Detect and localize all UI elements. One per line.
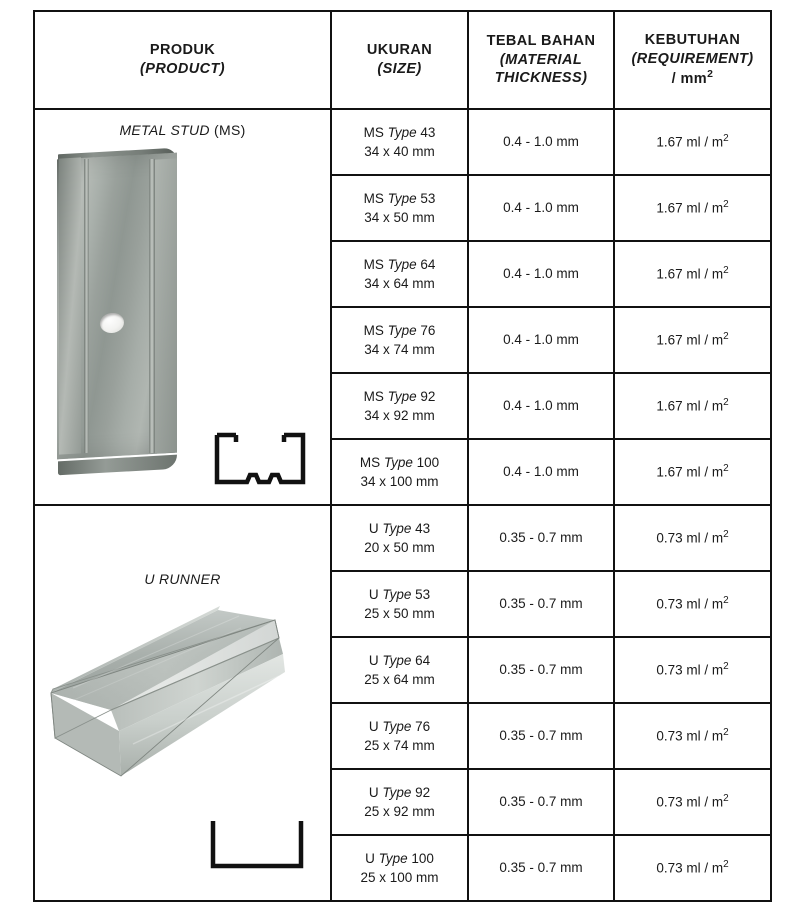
size-dimensions: 34 x 64 mm (364, 276, 435, 291)
column-header-produk (34, 11, 331, 109)
column-header-ukuran (331, 11, 468, 109)
size-cell (331, 637, 468, 703)
requirement-superscript: 2 (723, 331, 729, 343)
requirement-value: 0.73 ml / m (656, 662, 724, 678)
size-number: 43 (416, 124, 436, 140)
table-row (34, 505, 771, 571)
size-number: 92 (411, 784, 431, 800)
size-cell (331, 703, 468, 769)
size-cell (331, 769, 468, 835)
requirement-value: 0.73 ml / m (656, 530, 724, 546)
requirement-superscript: 2 (723, 463, 729, 475)
metal-stud-photo (57, 156, 191, 466)
size-line-1 (332, 519, 467, 538)
table-row (34, 109, 771, 175)
u-cross-section-diagram (207, 818, 307, 870)
size-type-word: Type (387, 124, 417, 140)
size-number: 53 (416, 190, 436, 206)
size-type-word: Type (387, 322, 417, 338)
size-cell (331, 505, 468, 571)
requirement-superscript: 2 (723, 727, 729, 739)
requirement-superscript: 2 (723, 133, 729, 145)
requirement-value: 1.67 ml / m (656, 398, 724, 414)
stud-groove-left (84, 159, 89, 453)
thickness-cell: 0.35 - 0.7 mm (468, 505, 614, 571)
thickness-cell: 0.35 - 0.7 mm (468, 835, 614, 901)
size-dimensions: 34 x 50 mm (364, 210, 435, 225)
size-cell (331, 241, 468, 307)
product-label-italic: U RUNNER (144, 571, 221, 587)
header-unit-superscript: 2 (707, 69, 714, 81)
requirement-value: 0.73 ml / m (656, 860, 724, 876)
size-dimensions: 25 x 64 mm (364, 672, 435, 687)
size-number: 43 (411, 520, 431, 536)
requirement-cell (614, 373, 771, 439)
thickness-cell: 0.4 - 1.0 mm (468, 373, 614, 439)
product-spec-table (33, 10, 772, 902)
size-type-word: Type (387, 190, 417, 206)
requirement-superscript: 2 (723, 265, 729, 277)
header-line-2: (MATERIAL (499, 51, 583, 68)
header-line-2: (SIZE) (377, 61, 422, 77)
size-dimensions: 25 x 74 mm (364, 738, 435, 753)
size-prefix: MS (363, 256, 388, 272)
header-line-2: (REQUIREMENT) (631, 50, 754, 67)
thickness-cell: 0.35 - 0.7 mm (468, 769, 614, 835)
requirement-value: 0.73 ml / m (656, 596, 724, 612)
size-dimensions: 34 x 100 mm (360, 474, 439, 489)
size-line-1 (332, 255, 467, 274)
requirement-cell (614, 769, 771, 835)
size-dimensions: 20 x 50 mm (364, 540, 435, 555)
requirement-cell (614, 241, 771, 307)
size-type-word: Type (382, 718, 412, 734)
column-header-kebutuhan (614, 11, 771, 109)
header-line-1: KEBUTUHAN (644, 32, 741, 49)
size-prefix: MS (363, 322, 388, 338)
size-prefix: U (365, 850, 379, 866)
size-line-1 (332, 849, 467, 868)
requirement-cell (614, 109, 771, 175)
requirement-cell (614, 637, 771, 703)
thickness-cell: 0.4 - 1.0 mm (468, 109, 614, 175)
size-dimensions: 25 x 92 mm (364, 804, 435, 819)
size-line-1 (332, 321, 467, 340)
size-number: 76 (416, 322, 436, 338)
requirement-cell (614, 439, 771, 505)
size-dimensions: 34 x 40 mm (364, 144, 435, 159)
size-line-1 (332, 783, 467, 802)
ms-cross-section-diagram (210, 432, 310, 488)
requirement-cell (614, 175, 771, 241)
thickness-cell: 0.35 - 0.7 mm (468, 637, 614, 703)
product-label-metal-stud (35, 122, 330, 138)
size-line-1 (332, 717, 467, 736)
column-header-tebal-bahan (468, 11, 614, 109)
requirement-value: 1.67 ml / m (656, 200, 724, 216)
product-cell-metal-stud (34, 109, 331, 505)
size-type-word: Type (382, 586, 412, 602)
size-dimensions: 34 x 92 mm (364, 408, 435, 423)
size-prefix: U (368, 586, 383, 602)
thickness-cell: 0.4 - 1.0 mm (468, 307, 614, 373)
size-cell (331, 307, 468, 373)
size-line-1 (332, 387, 467, 406)
product-label-u-runner (35, 571, 330, 587)
size-prefix: U (368, 652, 383, 668)
requirement-superscript: 2 (723, 661, 729, 673)
size-type-word: Type (387, 388, 417, 404)
size-line-1 (332, 651, 467, 670)
header-line-1: UKURAN (366, 42, 433, 59)
product-label-italic: METAL STUD (119, 122, 210, 138)
u-runner-photo (43, 598, 313, 788)
size-prefix: U (368, 520, 383, 536)
requirement-value: 1.67 ml / m (656, 266, 724, 282)
requirement-superscript: 2 (723, 859, 729, 871)
size-type-word: Type (382, 784, 412, 800)
header-line-2: (PRODUCT) (140, 61, 225, 77)
size-number: 100 (412, 454, 440, 470)
header-line-1: TEBAL BAHAN (486, 33, 596, 50)
size-type-word: Type (382, 520, 412, 536)
size-prefix: U (368, 784, 383, 800)
header-line-3 (615, 68, 770, 88)
stud-right-face (155, 158, 177, 453)
size-line-1 (332, 123, 467, 142)
requirement-cell (614, 835, 771, 901)
size-number: 64 (411, 652, 431, 668)
requirement-superscript: 2 (723, 199, 729, 211)
requirement-superscript: 2 (723, 529, 729, 541)
size-prefix: MS (363, 124, 388, 140)
size-number: 53 (411, 586, 431, 602)
header-line-3: THICKNESS) (494, 70, 588, 87)
size-line-1 (332, 453, 467, 472)
size-line-1 (332, 585, 467, 604)
size-number: 92 (416, 388, 436, 404)
requirement-value: 1.67 ml / m (656, 134, 724, 150)
header-line-1: PRODUK (149, 42, 216, 59)
table-header-row (34, 11, 771, 109)
size-cell (331, 835, 468, 901)
thickness-cell: 0.4 - 1.0 mm (468, 439, 614, 505)
header-unit-base: / mm (671, 71, 708, 88)
size-number: 64 (416, 256, 436, 272)
size-number: 76 (411, 718, 431, 734)
requirement-superscript: 2 (723, 793, 729, 805)
product-label-regular: (MS) (214, 122, 246, 138)
size-cell (331, 175, 468, 241)
size-cell (331, 109, 468, 175)
size-prefix: MS (359, 454, 384, 470)
size-cell (331, 439, 468, 505)
size-type-word: Type (387, 256, 417, 272)
size-cell (331, 571, 468, 637)
requirement-cell (614, 703, 771, 769)
size-prefix: MS (363, 190, 388, 206)
product-cell-u-runner (34, 505, 331, 901)
stud-left-lip (59, 157, 81, 454)
requirement-value: 1.67 ml / m (656, 332, 724, 348)
requirement-cell (614, 505, 771, 571)
size-type-word: Type (378, 850, 408, 866)
size-prefix: MS (363, 388, 388, 404)
requirement-superscript: 2 (723, 397, 729, 409)
thickness-cell: 0.35 - 0.7 mm (468, 571, 614, 637)
size-dimensions: 25 x 100 mm (360, 870, 439, 885)
requirement-cell (614, 307, 771, 373)
requirement-superscript: 2 (723, 595, 729, 607)
size-prefix: U (368, 718, 383, 734)
size-dimensions: 34 x 74 mm (364, 342, 435, 357)
size-dimensions: 25 x 50 mm (364, 606, 435, 621)
size-cell (331, 373, 468, 439)
size-number: 100 (407, 850, 434, 866)
requirement-value: 0.73 ml / m (656, 728, 724, 744)
requirement-value: 0.73 ml / m (656, 794, 724, 810)
thickness-cell: 0.35 - 0.7 mm (468, 703, 614, 769)
thickness-cell: 0.4 - 1.0 mm (468, 175, 614, 241)
size-type-word: Type (383, 454, 413, 470)
size-type-word: Type (382, 652, 412, 668)
size-line-1 (332, 189, 467, 208)
requirement-cell (614, 571, 771, 637)
thickness-cell: 0.4 - 1.0 mm (468, 241, 614, 307)
requirement-value: 1.67 ml / m (656, 464, 724, 480)
